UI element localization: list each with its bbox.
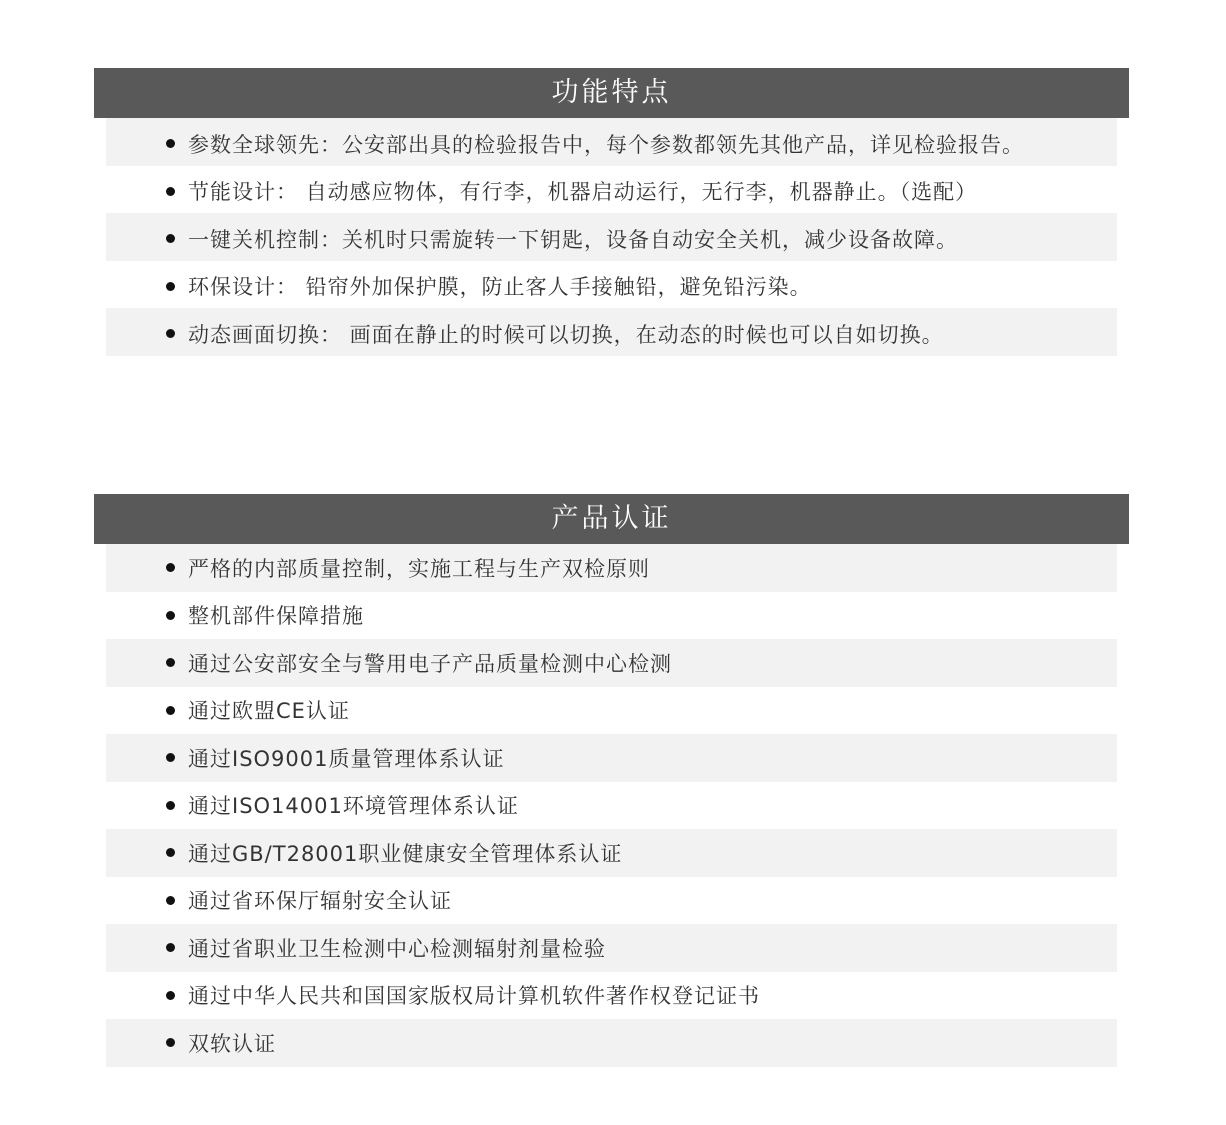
bullet-icon (166, 658, 175, 667)
features-section (94, 68, 1129, 356)
bullet-icon (166, 753, 175, 762)
list-item (106, 166, 1117, 214)
bullet-icon (166, 234, 175, 243)
bullet-icon (166, 187, 175, 196)
list-item-text: 严格的内部质量控制，实施工程与生产双检原则 (188, 556, 650, 581)
list-item (106, 308, 1117, 356)
list-item (106, 118, 1117, 166)
bullet-icon (166, 611, 175, 620)
features-list (94, 118, 1117, 356)
list-item (106, 734, 1117, 782)
list-item-text: 通过公安部安全与警用电子产品质量检测中心检测 (188, 651, 672, 676)
list-item-text: 通过ISO9001质量管理体系认证 (188, 746, 505, 771)
bullet-icon (166, 282, 175, 291)
list-item-text: 整机部件保障措施 (188, 604, 364, 629)
list-item-text: 环保设计： 铅帘外加保护膜，防止客人手接触铅，避免铅污染。 (188, 275, 812, 300)
list-item (106, 544, 1117, 592)
list-item (106, 877, 1117, 925)
certifications-title: 产品认证 (94, 494, 1129, 544)
certifications-list (94, 544, 1117, 1067)
list-item (106, 1019, 1117, 1067)
list-item-text: 通过ISO14001环境管理体系认证 (188, 794, 519, 819)
list-item (106, 592, 1117, 640)
list-item-text: 通过GB/T28001职业健康安全管理体系认证 (188, 841, 623, 866)
list-item-text: 节能设计： 自动感应物体，有行李，机器启动运行，无行李，机器静止。（选配） (188, 180, 978, 205)
list-item (106, 782, 1117, 830)
list-item (106, 639, 1117, 687)
bullet-icon (166, 943, 175, 952)
list-item (106, 829, 1117, 877)
features-title: 功能特点 (94, 68, 1129, 118)
bullet-icon (166, 848, 175, 857)
list-item-text: 参数全球领先：公安部出具的检验报告中，每个参数都领先其他产品，详见检验报告。 (188, 132, 1024, 157)
bullet-icon (166, 563, 175, 572)
list-item-text: 双软认证 (188, 1031, 276, 1056)
bullet-icon (166, 896, 175, 905)
list-item (106, 924, 1117, 972)
list-item-text: 通过欧盟CE认证 (188, 699, 350, 724)
list-item-text: 一键关机控制：关机时只需旋转一下钥匙，设备自动安全关机，减少设备故障。 (188, 227, 958, 252)
bullet-icon (166, 801, 175, 810)
list-item (106, 687, 1117, 735)
list-item (106, 972, 1117, 1020)
certifications-section (94, 494, 1129, 1067)
list-item (106, 213, 1117, 261)
list-item-text: 通过省环保厅辐射安全认证 (188, 889, 452, 914)
bullet-icon (166, 991, 175, 1000)
bullet-icon (166, 1038, 175, 1047)
list-item-text: 动态画面切换： 画面在静止的时候可以切换，在动态的时候也可以自如切换。 (188, 322, 944, 347)
bullet-icon (166, 706, 175, 715)
list-item (106, 261, 1117, 309)
list-item-text: 通过省职业卫生检测中心检测辐射剂量检验 (188, 936, 606, 961)
bullet-icon (166, 139, 175, 148)
bullet-icon (166, 329, 175, 338)
list-item-text: 通过中华人民共和国国家版权局计算机软件著作权登记证书 (188, 984, 760, 1009)
